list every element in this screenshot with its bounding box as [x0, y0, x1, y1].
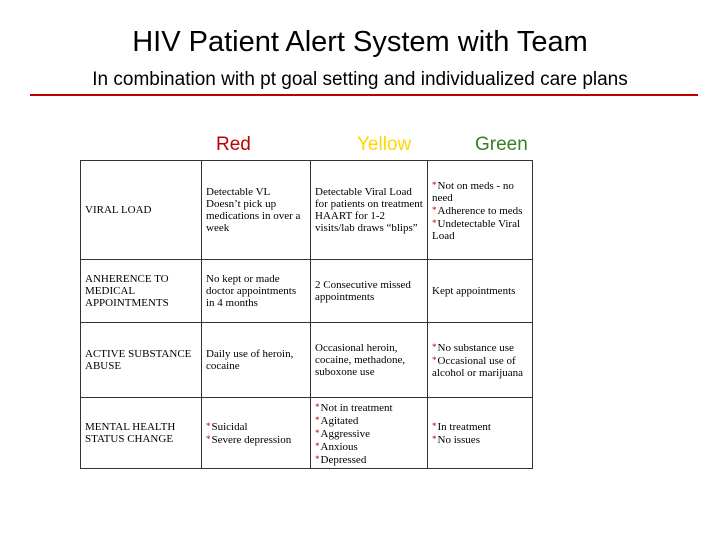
bullet-icon: * — [432, 179, 437, 190]
yellow-cell — [311, 398, 428, 469]
green-cell — [428, 161, 533, 260]
list-item: *Agitated — [315, 414, 359, 427]
table-row — [81, 161, 533, 260]
list-item: *No substance use — [432, 342, 514, 354]
legend-yellow: Yellow — [357, 134, 412, 155]
bullet-icon: * — [315, 453, 320, 464]
table-row — [81, 260, 533, 323]
list-item: *Severe depression — [206, 434, 292, 446]
bullet-icon: * — [432, 421, 437, 431]
bullet-icon: * — [315, 414, 320, 425]
bullet-icon: * — [432, 355, 437, 365]
list-item: *Adherence to meds — [432, 204, 523, 217]
bullet-icon: * — [432, 434, 437, 444]
table-row — [81, 398, 533, 469]
bullet-icon: * — [432, 342, 437, 352]
bullet-icon: * — [206, 434, 211, 444]
slide-subtitle: In combination with pt goal setting and individualized care plans — [92, 69, 628, 90]
slide-title: HIV Patient Alert System with Team — [132, 26, 588, 58]
category-cell: ACTIVE SUBSTANCE ABUSE — [81, 323, 202, 398]
list-item: *Not on meds - no need — [432, 179, 514, 204]
yellow-cell: 2 Consecutive missed appointments — [311, 260, 428, 323]
green-cell — [428, 398, 533, 469]
yellow-cell: Detectable Viral Load for patients on treatment HAART for 1-2 visits/lab draws “blips” — [311, 161, 428, 260]
list-item: *Anxious — [315, 440, 358, 453]
legend-green: Green — [475, 134, 528, 155]
green-cell: Kept appointments — [428, 260, 533, 323]
bullet-icon: * — [206, 421, 211, 431]
list-item: *Undetectable Viral Load — [432, 217, 521, 242]
bullet-icon: * — [315, 401, 320, 412]
list-item: *No issues — [432, 434, 480, 446]
bullet-icon: * — [432, 217, 437, 228]
list-item: *In treatment — [432, 421, 491, 433]
bullet-icon: * — [315, 440, 320, 451]
category-cell: VIRAL LOAD — [81, 161, 202, 260]
list-item: *Aggressive — [315, 427, 370, 440]
category-cell: ANHERENCE TO MEDICAL APPOINTMENTS — [81, 260, 202, 323]
bullet-icon: * — [432, 204, 437, 215]
green-cell — [428, 323, 533, 398]
red-cell — [202, 398, 311, 469]
list-item: *Depressed — [315, 453, 367, 466]
yellow-cell: Occasional heroin, cocaine, methadone, suboxone use — [311, 323, 428, 398]
list-item: *Not in treatment — [315, 401, 393, 414]
table-row — [81, 323, 533, 398]
title-divider — [30, 94, 698, 96]
list-item: *Suicidal — [206, 421, 248, 433]
red-cell: Detectable VL Doesn’t pick up medications in over a week — [202, 161, 311, 260]
legend-red: Red — [216, 134, 251, 155]
alert-table — [80, 160, 533, 469]
red-cell: No kept or made doctor appointments in 4 months — [202, 260, 311, 323]
category-cell: MENTAL HEALTH STATUS CHANGE — [81, 398, 202, 469]
bullet-icon: * — [315, 427, 320, 438]
red-cell: Daily use of heroin, cocaine — [202, 323, 311, 398]
list-item: *Occasional use of alcohol or marijuana — [432, 355, 524, 379]
